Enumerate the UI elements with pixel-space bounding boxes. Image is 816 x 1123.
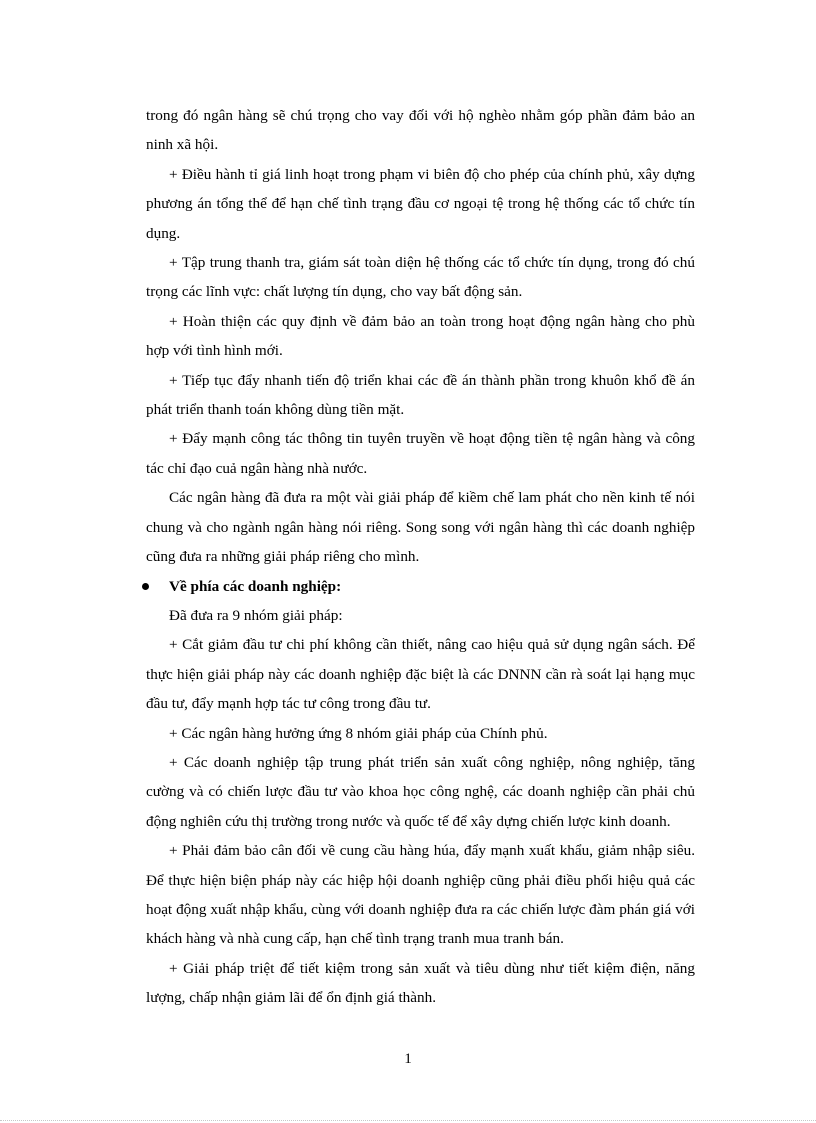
section-heading-text: Về phía các doanh nghiệp: xyxy=(169,577,342,595)
body-paragraph: + Cắt giảm đầu tư chi phí không cần thiết, nâng cao hiệu quả sử dụng ngân sách. Để thực hiện giải pháp này các doanh nghiệp đặc biệt là các DNNN cần rà soát lại hạng mục đầu tư, đẩy mạnh hợp tác tư công trong đầu tư. xyxy=(146,636,695,713)
body-paragraph: + Đẩy mạnh công tác thông tin tuyên truyền về hoạt động tiền tệ ngân hàng và công tác chỉ đạo cuả ngân hàng nhà nước. xyxy=(146,430,695,477)
body-paragraph: + Các doanh nghiệp tập trung phát triển sản xuất công nghiệp, nông nghiệp, tăng cường và có chiến lược đầu tư vào khoa học công nghệ, các doanh nghiệp cần phải chủ động nghiên cứu thị trường trong nước và quốc tế để xây dựng chiến lược kinh doanh. xyxy=(146,753,695,830)
page-divider xyxy=(0,1120,816,1121)
body-paragraph: Các ngân hàng đã đưa ra một vài giải pháp để kiềm chế lam phát cho nền kinh tế nói chung và cho ngành ngân hàng nói riêng. Song song với ngân hàng thì các doanh nghiệp cũng đưa ra những giải pháp riêng cho mình. xyxy=(146,489,695,566)
body-paragraph: + Tiếp tục đẩy nhanh tiến độ triển khai các đề án thành phần trong khuôn khổ đề án phát triển thanh toán không dùng tiền mặt. xyxy=(146,371,695,419)
body-paragraph: + Các ngân hàng hưởng ứng 8 nhóm giải pháp của Chính phủ. xyxy=(169,724,548,742)
body-paragraph: trong đó ngân hàng sẽ chú trọng cho vay đối với hộ nghèo nhằm góp phần đảm bảo an ninh xã hội. xyxy=(146,107,695,154)
body-paragraph: + Giải pháp triệt để tiết kiệm trong sản xuất và tiêu dùng như tiết kiệm điện, năng lượng, chấp nhận giảm lãi để ổn định giá thành. xyxy=(146,959,695,1007)
section-heading xyxy=(146,572,695,601)
bullet-icon xyxy=(142,583,149,590)
page-number: 1 xyxy=(404,1050,412,1067)
document-body xyxy=(146,101,695,1013)
body-paragraph: + Điều hành tỉ giá linh hoạt trong phạm vi biên độ cho phép của chính phủ, xây dựng phương án tổng thể để hạn chế tình trạng đầu cơ ngoại tệ trong hệ thống các tổ chức tín dụng. xyxy=(146,165,695,242)
body-paragraph: + Hoàn thiện các quy định về đảm bảo an toàn trong hoạt động ngân hàng cho phù hợp với tình hình mới. xyxy=(146,312,695,360)
body-paragraph: + Phải đảm bảo cân đối về cung cầu hàng húa, đẩy mạnh xuất khẩu, giảm nhập siêu. Để thực hiện biện pháp này các hiệp hội doanh nghiệp cũng phải điều phối hiệu quả các hoạt động xuất nhập khẩu, cùng với doanh nghiệp đưa ra các chiến lược đàm phán giá với khách hàng và nhà cung cấp, hạn chế tình trạng tranh mua tranh bán. xyxy=(146,842,695,948)
body-paragraph: + Tập trung thanh tra, giám sát toàn diện hệ thống các tổ chức tín dụng, trong đó chú trọng các lĩnh vực: chất lượng tín dụng, cho vay bất động sản. xyxy=(146,254,695,301)
body-paragraph: Đã đưa ra 9 nhóm giải pháp: xyxy=(169,606,343,624)
